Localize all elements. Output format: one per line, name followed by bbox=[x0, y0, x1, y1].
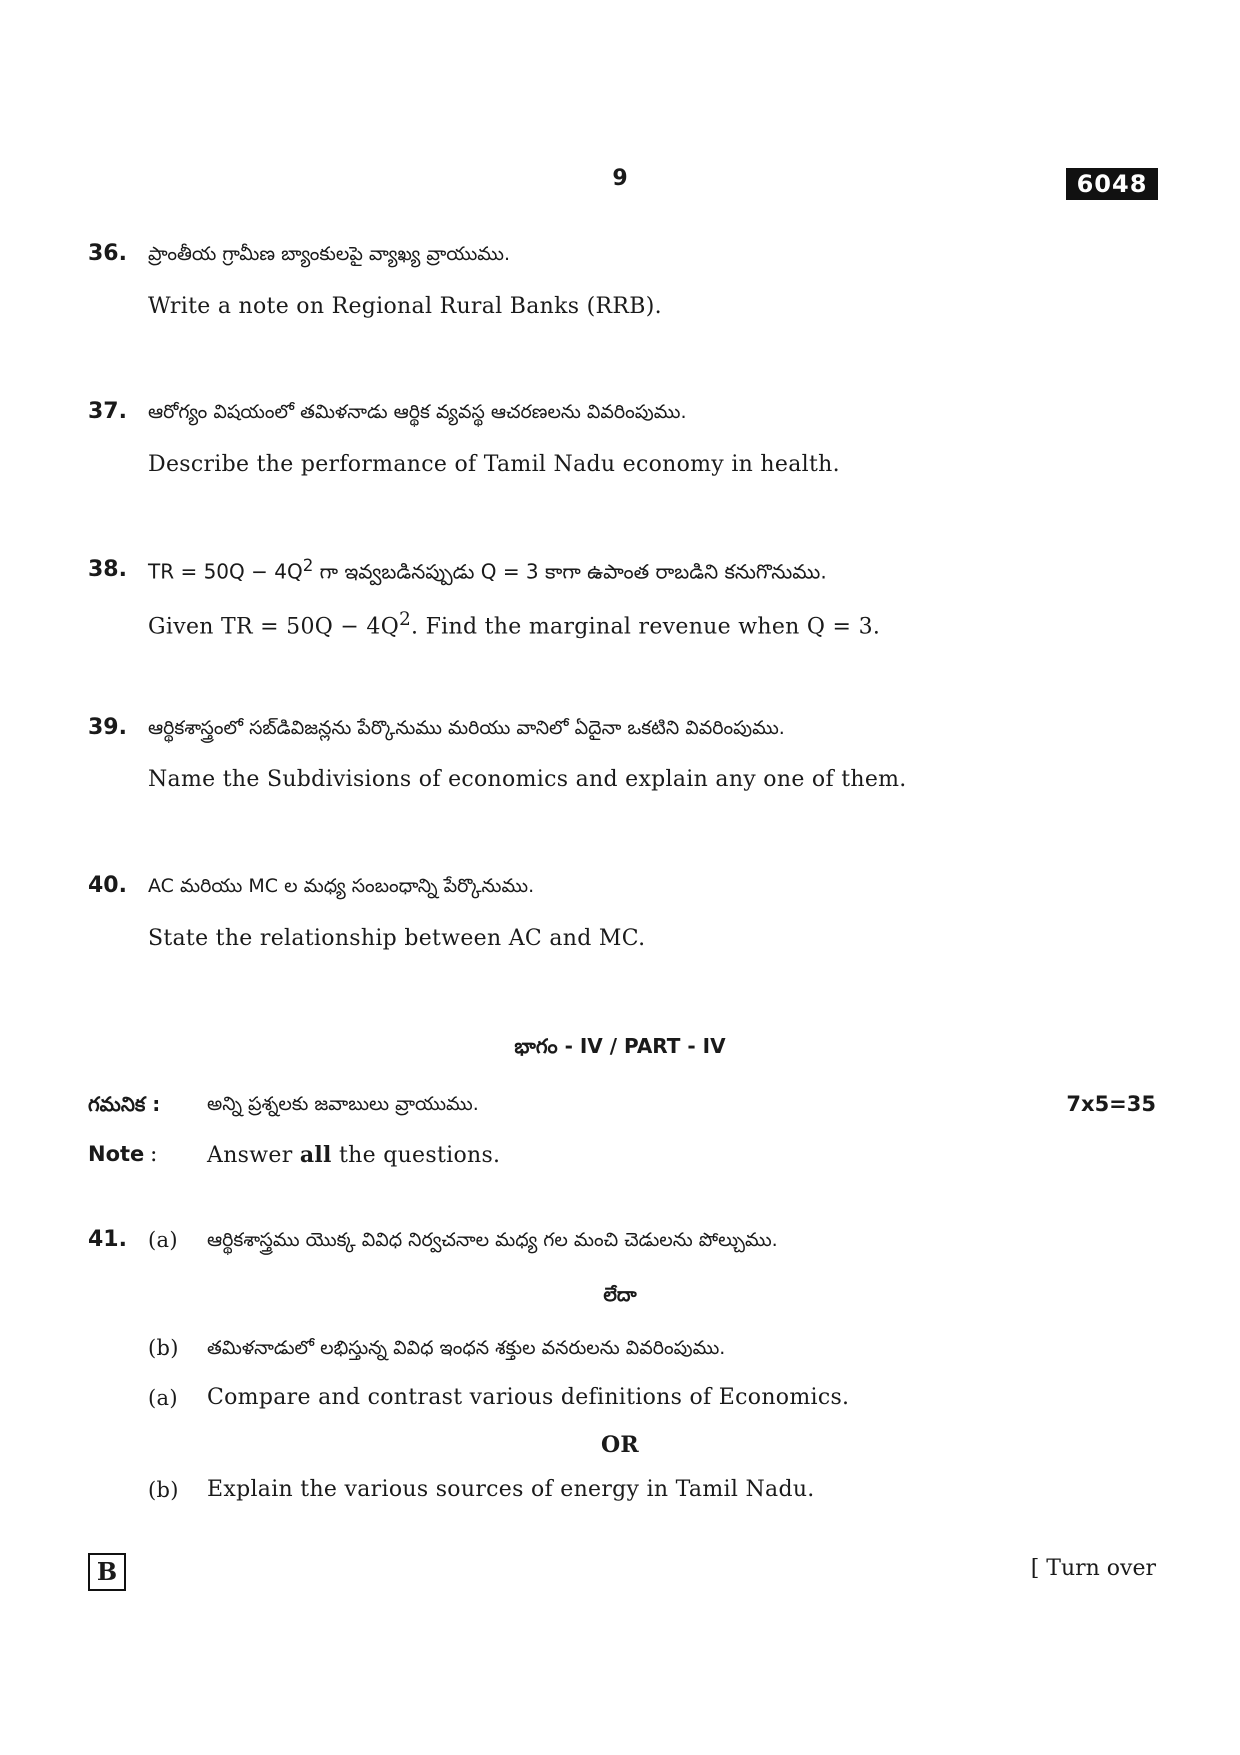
paper-code-badge: 6048 bbox=[1066, 168, 1158, 200]
option-english: Explain the various sources of energy in Tamil Nadu. bbox=[207, 1477, 815, 1502]
question-number: 41. bbox=[88, 1227, 127, 1252]
page-number: 9 bbox=[612, 166, 628, 191]
note-colon: : bbox=[150, 1142, 158, 1167]
question-telugu: AC మరియు MC ల మధ్య సంబంధాన్ని పేర్కొనుము. bbox=[148, 875, 535, 897]
marks-scheme: 7x5=35 bbox=[1066, 1092, 1156, 1116]
option-label: (b) bbox=[148, 1336, 179, 1360]
question-telugu: ఆర్థికశాస్త్రంలో సబ్‌డివిజన్లను పేర్కొనుము మరియు వానిలో ఏదైనా ఒకటిని వివరింపుము. bbox=[148, 717, 785, 739]
question-telugu: ఆరోగ్యం విషయంలో తమిళనాడు ఆర్థిక వ్యవస్థ ఆచరణలను వివరింపుము. bbox=[148, 401, 687, 423]
question-english: State the relationship between AC and MC. bbox=[148, 926, 646, 951]
note-label-telugu: గమనిక : bbox=[88, 1092, 161, 1116]
or-telugu: లేదా bbox=[603, 1284, 637, 1306]
question-number: 38. bbox=[88, 557, 127, 582]
note-english bbox=[207, 1142, 500, 1168]
superscript: 2 bbox=[302, 556, 314, 575]
question-number: 39. bbox=[88, 715, 127, 740]
note-text: Answer bbox=[207, 1143, 300, 1168]
question-number: 40. bbox=[88, 873, 127, 898]
option-label: (b) bbox=[148, 1478, 179, 1502]
question-english: Describe the performance of Tamil Nadu economy in health. bbox=[148, 452, 840, 477]
formula-text: TR = 50Q − 4Q bbox=[148, 559, 303, 584]
formula-text: Given TR = 50Q − 4Q bbox=[148, 614, 400, 640]
option-label: (a) bbox=[148, 1228, 178, 1252]
note-label-english: Note bbox=[88, 1142, 145, 1166]
question-telugu bbox=[148, 556, 827, 589]
or-english: OR bbox=[600, 1432, 640, 1458]
note-emphasis: all bbox=[299, 1142, 332, 1168]
question-english: Name the Subdivisions of economics and explain any one of them. bbox=[148, 767, 907, 792]
option-telugu: తమిళనాడులో లభిస్తున్న వివిధ ఇంధన శక్తుల వనరులను వివరింపుము. bbox=[207, 1337, 726, 1359]
question-text: గా ఇవ్వబడినప్పుడు Q = 3 కాగా ఉపాంత రాబడిని కనుగొనుము. bbox=[313, 559, 827, 584]
superscript: 2 bbox=[399, 609, 412, 630]
question-number: 36. bbox=[88, 241, 127, 266]
question-number: 37. bbox=[88, 399, 127, 424]
option-label: (a) bbox=[148, 1386, 178, 1410]
turn-over-text: [ Turn over bbox=[1030, 1556, 1156, 1581]
option-english: Compare and contrast various definitions of Economics. bbox=[207, 1385, 850, 1410]
question-english: Write a note on Regional Rural Banks (RRB). bbox=[148, 294, 662, 319]
question-telugu: ప్రాంతీయ గ్రామీణ బ్యాంకులపై వ్యాఖ్య వ్రాయుము. bbox=[148, 243, 511, 265]
note-telugu: అన్ని ప్రశ్నలకు జవాబులు వ్రాయుము. bbox=[207, 1093, 479, 1115]
option-telugu: ఆర్థికశాస్త్రము యొక్క వివిధ నిర్వచనాల మధ్య గల మంచి చెడులను పోల్చుము. bbox=[207, 1229, 778, 1251]
note-text: the questions. bbox=[331, 1143, 501, 1168]
series-badge: B bbox=[88, 1553, 126, 1591]
question-text: . Find the marginal revenue when Q = 3. bbox=[411, 614, 881, 640]
question-english bbox=[148, 609, 880, 639]
part-heading: భాగం - IV / PART - IV bbox=[514, 1034, 726, 1058]
